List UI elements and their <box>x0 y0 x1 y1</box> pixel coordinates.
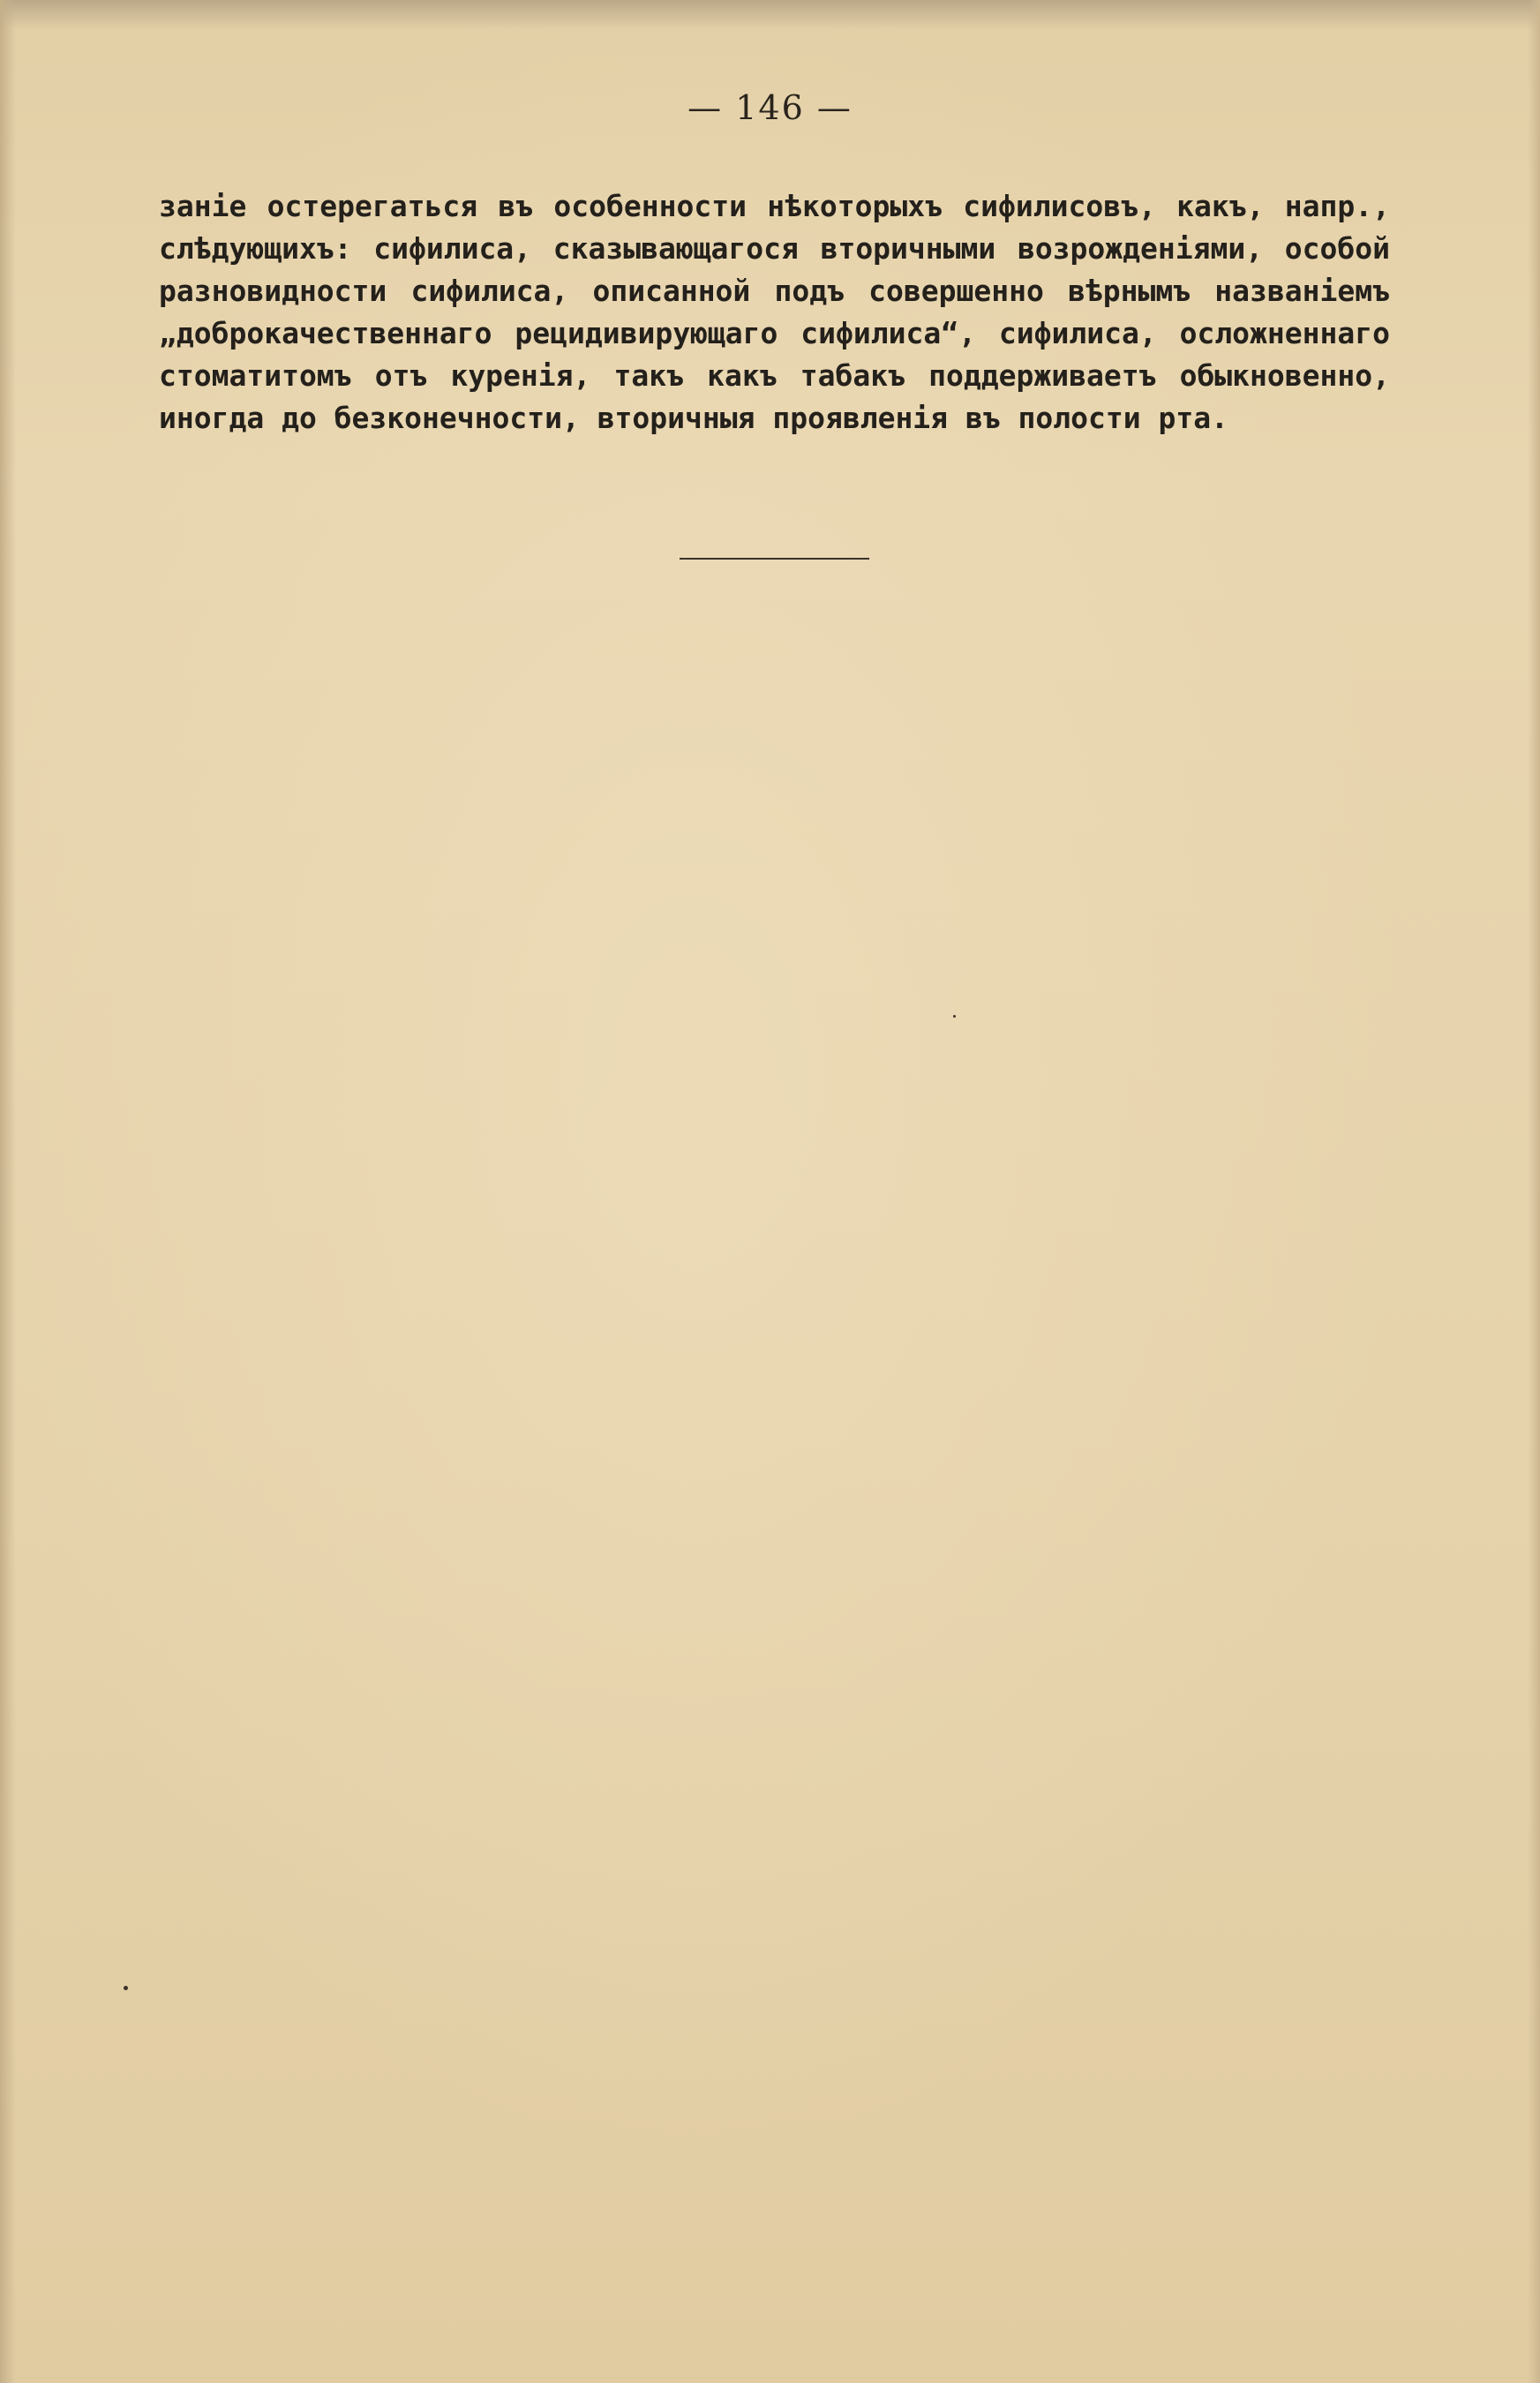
page-right-edge <box>1528 0 1540 2383</box>
section-divider <box>680 558 869 560</box>
text-line: заніе остерегаться въ особенности нѣкоторыхъ сифилисовъ, какъ, напр., <box>159 189 1390 223</box>
page-top-edge <box>0 0 1540 30</box>
ink-speck <box>124 1986 128 1990</box>
text-line: слѣдующихъ: сифилиса, сказывающагося вторичными возрожденіями, особой <box>159 231 1390 266</box>
page-number: — 146 — <box>687 88 853 127</box>
page-left-edge <box>0 0 16 2383</box>
text-line: разновидности сифилиса, описанной подъ совершенно вѣрнымъ названіемъ <box>159 274 1390 308</box>
text-line: „доброкачественнаго рецидивирующаго сифилиса“, сифилиса, осложненнаго <box>159 316 1390 350</box>
body-text <box>159 185 1390 440</box>
ink-speck <box>953 1015 956 1018</box>
text-line: стоматитомъ отъ куренія, такъ какъ табакъ поддерживаетъ обыкновенно, <box>159 358 1390 393</box>
text-line: иногда до безконечности, вторичныя проявленія въ полости рта. <box>159 401 1228 435</box>
